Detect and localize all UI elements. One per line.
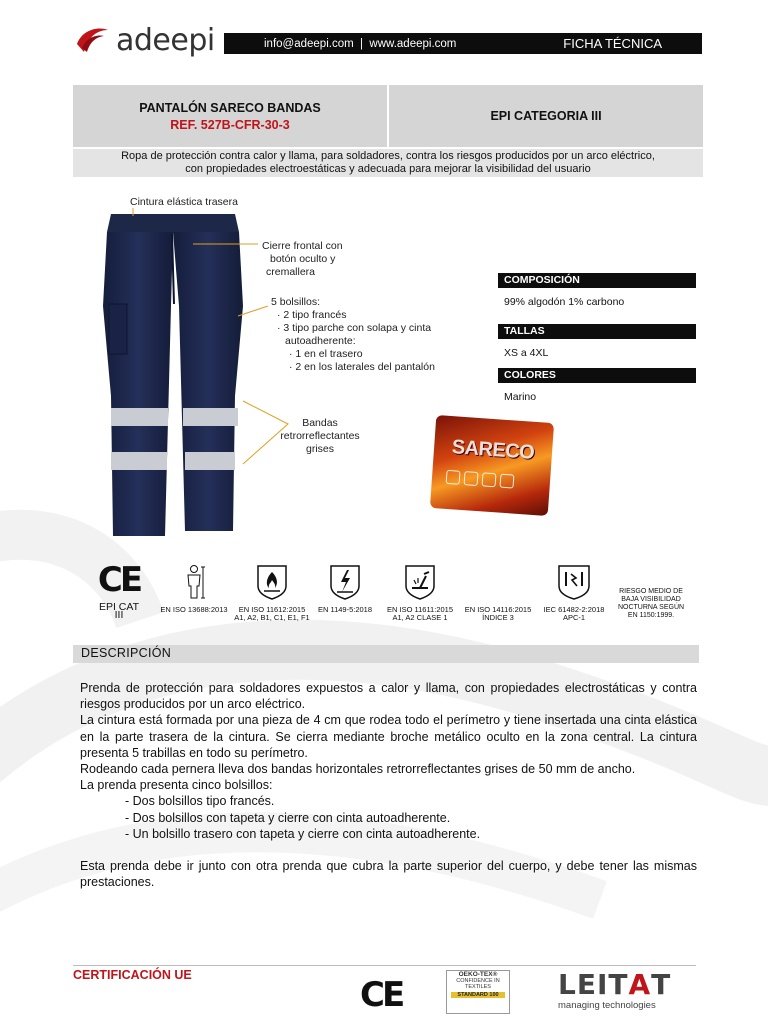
annotation-pockets-line: · 1 en el trasero [289, 348, 363, 360]
cert-extra: ÍNDICE 3 [482, 613, 514, 622]
spec-label: COLORES [498, 368, 696, 383]
cert-extra: A1, A2 CLASE 1 [392, 613, 448, 622]
spec-composition [498, 273, 696, 308]
leitat-wordmark-a: LEIT [558, 968, 629, 1001]
annotation-bands-line: retrorreflectantes [280, 430, 360, 442]
description-paragraph: Rodeando cada pernera lleva dos bandas horizontales retrorreflectantes grises de 50 mm de ancho. [80, 762, 636, 777]
summary-line-1: Ropa de protección contra calor y llama, para soldadores, contra los riesgos producidos por un arco eléctrico, [121, 150, 655, 162]
spec-sizes [498, 324, 696, 359]
risk-note-line: EN 1150:1999. [627, 612, 675, 619]
product-ref: REF. 527B-CFR-30-3 [170, 117, 290, 132]
annotation-bands-line: Bandas [302, 417, 338, 429]
annotation-pockets-line: · 2 tipo francés [277, 309, 347, 321]
risk-note-line: BAJA VISIBILIDAD [621, 596, 681, 603]
leitat-wordmark-b: A [628, 968, 652, 1001]
oeko-tex-logo [446, 970, 510, 1014]
annotation-pockets-line: · 2 en los laterales del pantalón [289, 361, 435, 373]
sareco-fabric-label [430, 415, 554, 516]
spec-value: XS a 4XL [504, 347, 549, 359]
cert-standard: EN 1149-5:2018 [317, 605, 373, 614]
description-heading: DESCRIPCIÓN [73, 645, 699, 663]
contact-bar [224, 33, 702, 54]
spec-label: COMPOSICIÓN [498, 273, 696, 288]
flame-icon [256, 564, 288, 600]
badge-icon [446, 470, 461, 485]
cert-item [310, 564, 380, 614]
footer-ce-icon: CE [360, 975, 403, 1015]
product-name-cell [73, 85, 387, 147]
electric-arc-icon [557, 564, 591, 600]
annotation-bands-line: grises [305, 443, 334, 455]
cert-item [536, 564, 612, 622]
leitat-logo [558, 968, 672, 1011]
spec-label: TALLAS [498, 324, 696, 339]
summary-line-2: con propiedades electroestáticas y adecuada para mejorar la visibilidad del usuario [185, 163, 591, 175]
oeko-standard: STANDARD 100 [451, 992, 505, 998]
cert-item [460, 564, 536, 622]
contact-info[interactable]: info@adeepi.com | www.adeepi.com [264, 37, 457, 50]
list-item: - Dos bolsillos con tapeta y cierre con cinta autoadherente. [125, 810, 451, 825]
cert-extra: A1, A2, B1, C1, E1, F1 [234, 613, 310, 622]
ce-icon: CE [97, 560, 141, 600]
annotation-pockets-line: 5 bolsillos: [271, 296, 321, 308]
risk-note-line: NOCTURNA SEGÚN [617, 604, 685, 611]
annotation-closure-line: cremallera [266, 266, 316, 278]
annotation-waist: Cintura elástica trasera [130, 196, 238, 208]
annotation-closure-line: Cierre frontal con [262, 240, 343, 252]
cert-item [156, 564, 232, 614]
cert-item [234, 564, 310, 622]
description-paragraph: La cintura está formada por una pieza de 4 cm que rodea todo el perímetro y tiene insertada una cinta elástica en la parte trasera de la cintura. Se cierra mediante broche metálico oculto en la zona central. La cintura presenta 5 trabillas en todo su perímetro. [80, 713, 697, 760]
ce-mark [94, 562, 144, 619]
welding-icon [404, 564, 436, 600]
sareco-badges [446, 470, 515, 489]
antistatic-icon [329, 564, 361, 600]
cert-standard: EN ISO 11612:2015 [238, 605, 306, 614]
description-paragraph: Prenda de protección para soldadores expuestos a calor y llama, con propiedades electrostáticas y contra riesgos producidos por un arco eléctrico. [80, 681, 697, 712]
footer-divider [73, 965, 696, 966]
category-cell [387, 85, 703, 147]
risk-note-line: RIESGO MEDIO DE [619, 588, 683, 595]
list-item: - Un bolsillo trasero con tapeta y cierre con cinta autoadherente. [125, 826, 481, 841]
spec-value: 99% algodón 1% carbono [504, 296, 625, 308]
description-body [80, 680, 697, 890]
annotation-bands [280, 417, 360, 456]
oeko-tagline: CONFIDENCE IN TEXTILES [456, 978, 500, 990]
description-paragraph: La prenda presenta cinco bolsillos: [80, 778, 273, 793]
product-category: EPI CATEGORIA III [490, 109, 602, 123]
annotation-closure [262, 240, 343, 279]
spec-colors [498, 368, 696, 403]
cert-standard: IEC 61482-2:2018 [543, 605, 605, 614]
brand-logo[interactable] [74, 22, 215, 58]
leitat-wordmark-c: T [651, 968, 672, 1001]
footer-cert-title: CERTIFICACIÓN UE [73, 968, 192, 982]
epi-cat-label: EPI CAT III [98, 601, 140, 621]
product-name: PANTALÓN SARECO BANDAS [139, 100, 321, 115]
certification-icons [94, 562, 694, 628]
cert-standard: EN ISO 13688:2013 [160, 605, 228, 614]
brand-swoosh-icon [74, 22, 110, 58]
spec-value: Marino [504, 391, 537, 403]
document-type: FICHA TÉCNICA [563, 36, 662, 51]
product-header [73, 85, 703, 147]
description-paragraph: Esta prenda debe ir junto con otra prenda que cubra la parte superior del cuerpo, y debe tener las mismas prestaciones. [80, 859, 697, 890]
risk-note [612, 588, 690, 620]
annotation-closure-line: botón oculto y [270, 253, 336, 265]
annotation-pockets [271, 296, 435, 374]
cert-item [382, 564, 458, 622]
body-measure-icon [179, 564, 209, 600]
cert-extra: APC-1 [562, 613, 586, 622]
cert-standard: EN ISO 11611:2015 [386, 605, 454, 614]
annotation-pockets-line: autoadherente: [285, 335, 356, 347]
annotation-pockets-line: · 3 tipo parche con solapa y cinta [277, 322, 432, 334]
badge-icon [464, 471, 479, 486]
oeko-title: OEKO-TEX® [458, 971, 498, 978]
brand-name: adeepi [116, 22, 215, 58]
badge-icon [482, 472, 497, 487]
product-summary [73, 149, 703, 177]
badge-icon [499, 474, 514, 489]
list-item: - Dos bolsillos tipo francés. [125, 794, 275, 809]
sareco-name: SARECO [451, 436, 536, 464]
leitat-tagline: managing technologies [558, 1000, 656, 1011]
cert-standard: EN ISO 14116:2015 [464, 605, 532, 614]
